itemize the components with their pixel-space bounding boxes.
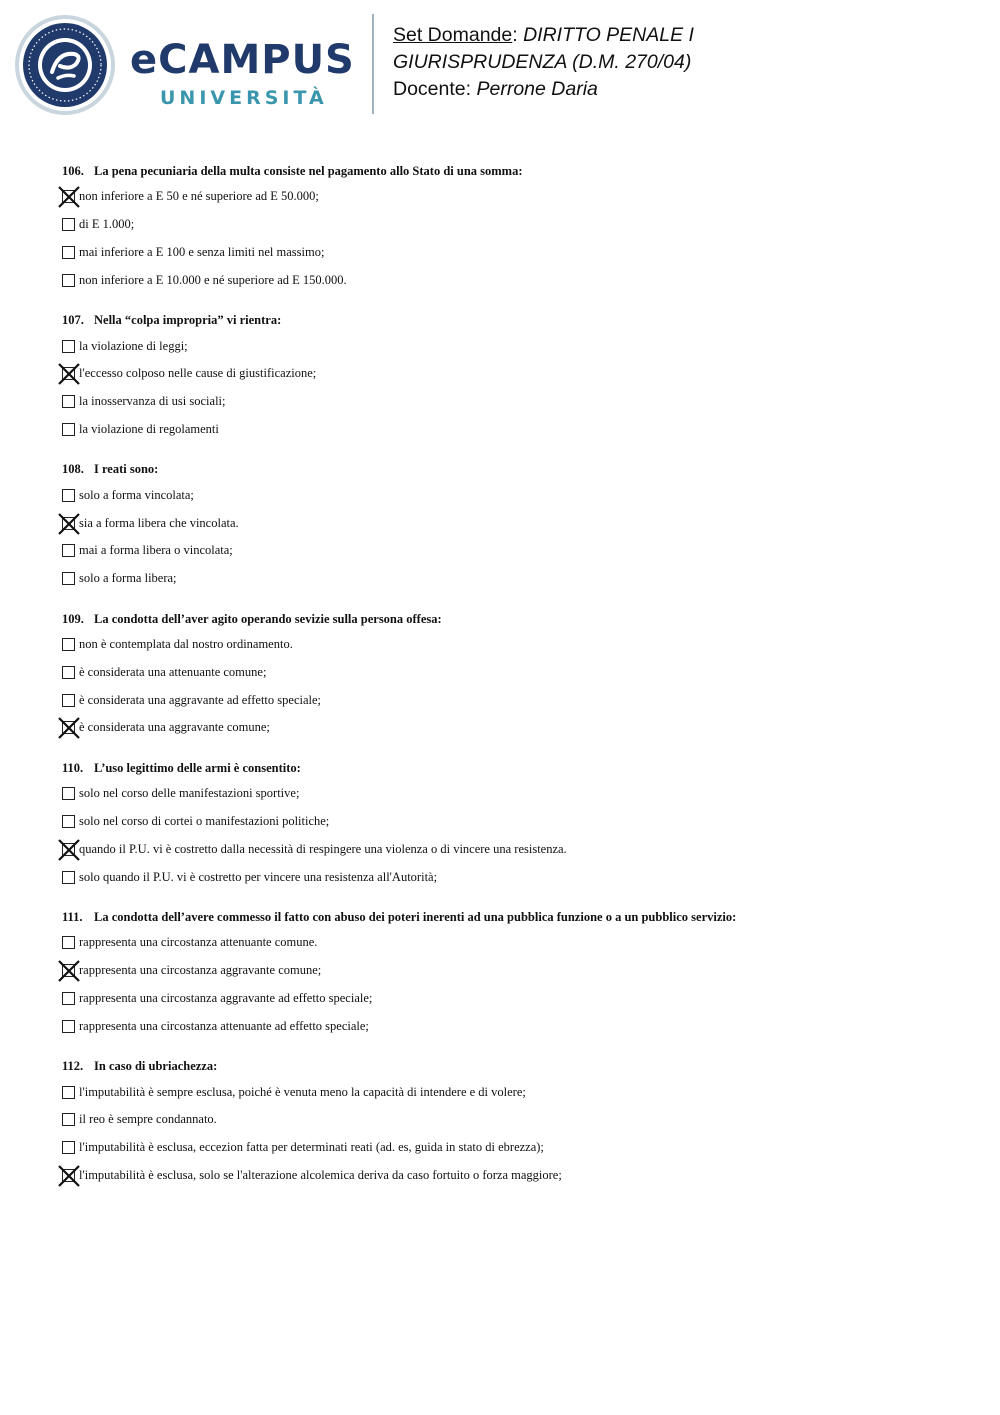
option-label: quando il P.U. vi è costretto dalla necessità di respingere una violenza o di vincere una resistenza. [79,841,567,856]
question-111 [62,905,962,1040]
question-text: In caso di ubriachezza: [94,1059,218,1074]
course-info [393,22,694,103]
checkbox[interactable] [62,815,75,828]
checkbox-checked[interactable] [62,721,75,734]
answer-option[interactable] [62,1012,962,1040]
question-text: La pena pecuniaria della multa consiste nel pagamento allo Stato di una somma: [94,164,523,178]
option-label: la violazione di regolamenti [79,421,219,436]
option-label: solo nel corso di cortei o manifestazioni politiche; [79,813,330,828]
checkbox-checked[interactable] [62,367,75,380]
question-title [62,308,962,332]
cross-mark-icon [58,960,80,982]
question-title [62,159,962,183]
answer-option[interactable] [62,1078,962,1106]
checkbox[interactable] [62,694,75,707]
question-number: 110. [62,760,84,775]
answer-option[interactable] [62,266,962,294]
teacher-line [393,76,694,103]
option-label: l'eccesso colposo nelle cause di giustificazione; [79,366,317,381]
answer-option[interactable] [62,835,962,863]
question-109 [62,607,962,742]
answer-option[interactable] [62,957,962,985]
answer-option[interactable] [62,929,962,957]
teacher-label: Docente: [393,78,472,100]
checkbox[interactable] [62,638,75,651]
cross-mark-icon [58,186,80,208]
universita-logo-text: UNIVERSITÀ [160,87,328,109]
answer-option[interactable] [62,537,962,565]
question-text: La condotta dell’avere commesso il fatto con abuso dei poteri inerenti ad una pubblica funzione o a un pubblico servizio: [94,909,737,924]
ecampus-logo-text: eCAMPUS [130,37,355,83]
checkbox[interactable] [62,992,75,1005]
program-name: GIURISPRUDENZA (D.M. 270/04) [393,51,692,73]
set-label: Set Domande [393,24,513,46]
option-label: è considerata una aggravante ad effetto speciale; [79,692,322,707]
question-number: 107. [62,313,84,328]
option-label: rappresenta una circostanza aggravante ad effetto speciale; [79,990,373,1005]
option-label: solo nel corso delle manifestazioni sportive; [79,786,300,801]
answer-option[interactable] [62,388,962,416]
answer-option[interactable] [62,183,962,211]
question-list [62,159,962,1203]
option-label: mai a forma libera o vincolata; [79,543,233,558]
header-divider [372,14,374,114]
cross-mark-icon [58,513,80,535]
answer-option[interactable] [62,780,962,808]
question-110 [62,756,962,891]
checkbox[interactable] [62,1086,75,1099]
answer-option[interactable] [62,360,962,388]
checkbox[interactable] [62,787,75,800]
question-number: 108. [62,462,84,477]
question-title [62,756,962,780]
question-title [62,1054,962,1078]
option-label: è considerata una aggravante comune; [79,720,270,735]
question-number: 106. [62,164,84,178]
option-label: di E 1.000; [79,217,135,232]
answer-option[interactable] [62,332,962,360]
option-label: solo quando il P.U. vi è costretto per vincere una resistenza all'Autorità; [79,869,438,884]
checkbox[interactable] [62,423,75,436]
question-107 [62,308,962,443]
answer-option[interactable] [62,1106,962,1134]
answer-option[interactable] [62,1134,962,1162]
checkbox[interactable] [62,666,75,679]
option-label: l'imputabilità è sempre esclusa, poiché è venuta meno la capacità di intendere e di volere; [79,1084,526,1099]
option-label: la inosservanza di usi sociali; [79,394,226,409]
checkbox[interactable] [62,489,75,502]
answer-option[interactable] [62,481,962,509]
question-text: L’uso legittimo delle armi è consentito: [94,760,301,775]
checkbox-checked[interactable] [62,1169,75,1182]
answer-option[interactable] [62,509,962,537]
checkbox[interactable] [62,340,75,353]
question-text: I reati sono: [94,462,159,477]
option-label: la violazione di leggi; [79,338,188,353]
checkbox[interactable] [62,936,75,949]
answer-option[interactable] [62,565,962,593]
question-112 [62,1054,962,1189]
option-label: è considerata una attenuante comune; [79,664,267,679]
question-text: Nella “colpa impropria” vi rientra: [94,313,282,328]
cross-mark-icon [58,1165,80,1187]
option-label: rappresenta una circostanza aggravante comune; [79,963,322,978]
checkbox[interactable] [62,246,75,259]
cross-mark-icon [58,363,80,385]
answer-option[interactable] [62,416,962,444]
ecampus-seal-icon [14,14,116,116]
answer-option[interactable] [62,631,962,659]
program-line [393,49,694,76]
answer-option[interactable] [62,1162,962,1190]
question-title [62,905,962,929]
checkbox[interactable] [62,1020,75,1033]
option-label: l'imputabilità è esclusa, eccezion fatta per determinati reati (ad. es, guida in stato di ebrezza); [79,1140,544,1155]
cross-mark-icon [58,717,80,739]
checkbox-checked[interactable] [62,964,75,977]
answer-option[interactable] [62,714,962,742]
cross-mark-icon [58,839,80,861]
option-label: mai inferiore a E 100 e senza limiti nel massimo; [79,244,325,259]
option-label: rappresenta una circostanza attenuante comune. [79,935,318,950]
option-label: solo a forma libera; [79,571,177,586]
answer-option[interactable] [62,239,962,267]
question-number: 109. [62,611,84,626]
question-title [62,607,962,631]
answer-option[interactable] [62,211,962,239]
question-106 [62,159,962,294]
answer-option[interactable] [62,686,962,714]
checkbox[interactable] [62,1113,75,1126]
option-label: solo a forma vincolata; [79,487,194,502]
option-label: non inferiore a E 50 e né superiore ad E 50.000; [79,189,319,204]
course-line: Set Domande: DIRITTO PENALE I [393,24,694,46]
question-title [62,457,962,481]
checkbox-checked[interactable] [62,190,75,203]
checkbox[interactable] [62,871,75,884]
option-label: il reo è sempre condannato. [79,1112,217,1127]
answer-option[interactable] [62,658,962,686]
question-number: 112. [62,1059,84,1074]
question-text: La condotta dell’aver agito operando sevizie sulla persona offesa: [94,611,442,626]
checkbox[interactable] [62,218,75,231]
checkbox-checked[interactable] [62,843,75,856]
answer-option[interactable] [62,985,962,1013]
option-label: non inferiore a E 10.000 e né superiore ad E 150.000. [79,272,347,287]
teacher-name: Perrone Daria [476,78,598,100]
course-name: DIRITTO PENALE I [523,24,694,46]
checkbox[interactable] [62,1141,75,1154]
question-number: 111. [62,909,83,924]
option-label: sia a forma libera che vincolata. [79,515,239,530]
question-108 [62,457,962,592]
checkbox[interactable] [62,572,75,585]
option-label: l'imputabilità è esclusa, solo se l'alterazione alcolemica deriva da caso fortuito o forza maggiore; [79,1167,562,1182]
checkbox[interactable] [62,544,75,557]
answer-option[interactable] [62,863,962,891]
page-header [0,0,1000,130]
checkbox[interactable] [62,274,75,287]
checkbox-checked[interactable] [62,517,75,530]
answer-option[interactable] [62,808,962,836]
option-label: non è contemplata dal nostro ordinamento. [79,636,293,651]
checkbox[interactable] [62,395,75,408]
option-label: rappresenta una circostanza attenuante ad effetto speciale; [79,1018,369,1033]
